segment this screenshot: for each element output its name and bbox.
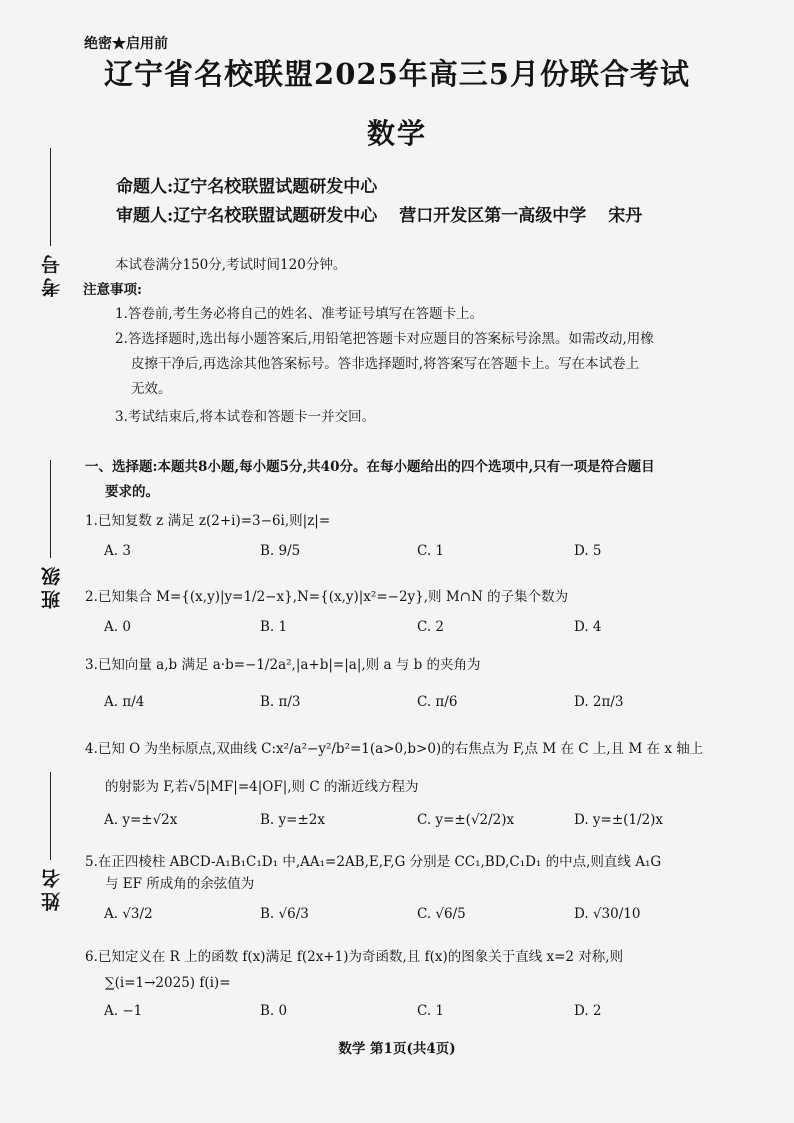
option-b[interactable]: B. √6/3 <box>260 906 309 922</box>
option-b[interactable]: B. 1 <box>260 619 288 635</box>
option-a[interactable]: A. y=±√2x <box>104 812 178 828</box>
subject-title: 数学 <box>366 117 427 150</box>
option-b[interactable]: B. y=±2x <box>260 812 325 828</box>
option-a[interactable]: A. 3 <box>104 543 131 559</box>
option-d[interactable]: D. y=±(1/2)x <box>574 812 664 828</box>
option-d[interactable]: D. 5 <box>574 543 602 559</box>
option-d[interactable]: D. 2π/3 <box>574 694 624 710</box>
exam-number-blank <box>50 148 51 246</box>
question-2-options <box>104 619 764 643</box>
question-6-stem-cont: ∑(i=1→2025) f(i)= <box>105 975 231 991</box>
question-1-stem: 1.已知复数 z 满足 z(2+i)=3−6i,则|z|= <box>85 513 331 529</box>
option-b[interactable]: B. 9/5 <box>260 543 301 559</box>
option-d[interactable]: D. √30/10 <box>574 906 641 922</box>
question-4-stem: 4.已知 O 为坐标原点,双曲线 C:x²/a²−y²/b²=1(a>0,b>0)的右焦点为 F,点 M 在 C 上,且 M 在 x 轴上 <box>85 741 704 757</box>
option-a[interactable]: A. √3/2 <box>104 906 153 922</box>
reviewer-school: 营口开发区第一高级中学 <box>399 206 587 226</box>
question-1-options <box>104 543 764 567</box>
question-5-stem-cont: 与 EF 所成角的余弦值为 <box>105 876 255 892</box>
class-blank <box>50 460 51 558</box>
question-4-stem-cont: 的射影为 F,若√5|MF|=4|OF|,则 C 的渐近线方程为 <box>105 779 419 795</box>
class-field[interactable] <box>26 460 66 610</box>
section-header-line-1: 一、选择题:本题共8小题,每小题5分,共40分。在每小题给出的四个选项中,只有一项是符合题目 <box>85 459 655 475</box>
option-d[interactable]: D. 4 <box>574 619 602 635</box>
exam-number-label: 考号 <box>41 251 63 297</box>
question-6-stem: 6.已知定义在 R 上的函数 f(x)满足 f(2x+1)为奇函数,且 f(x)的图象关于直线 x=2 对称,则 <box>85 949 624 965</box>
author-line-1: 命题人:辽宁名校联盟试题研发中心 <box>116 177 378 197</box>
option-c[interactable]: C. π/6 <box>417 694 458 710</box>
question-2-stem: 2.已知集合 M={(x,y)|y=1/2−x},N={(x,y)|x²=−2y},则 M∩N 的子集个数为 <box>85 589 569 605</box>
notice-item-2 <box>115 327 765 402</box>
option-c[interactable]: C. y=±(√2/2)x <box>417 812 515 828</box>
option-c[interactable]: C. 1 <box>417 543 445 559</box>
option-a[interactable]: A. 0 <box>104 619 131 635</box>
name-blank <box>50 772 51 860</box>
exam-title: 辽宁省名校联盟2025年高三5月份联合考试 <box>104 57 690 91</box>
notice-item-2-line-1: 2.答选择题时,选出每小题答案后,用铅笔把答题卡对应题目的答案标号涂黑。如需改动,用橡 <box>115 331 654 347</box>
question-4-options <box>104 812 764 836</box>
author-line-2 <box>116 201 642 226</box>
exam-number-field[interactable] <box>26 148 66 298</box>
option-d[interactable]: D. 2 <box>574 1003 602 1019</box>
class-label: 班级 <box>41 563 63 609</box>
option-a[interactable]: A. π/4 <box>104 694 145 710</box>
question-3-stem: 3.已知向量 a,b 满足 a·b=−1/2a²,|a+b|=|a|,则 a 与 b 的夹角为 <box>85 657 481 673</box>
option-c[interactable]: C. 1 <box>417 1003 445 1019</box>
page-footer: 数学 第1页(共4页) <box>338 1041 456 1057</box>
notice-title: 注意事项: <box>83 282 142 298</box>
question-5-options <box>104 906 764 930</box>
question-6-options <box>104 1003 764 1027</box>
section-header <box>85 455 775 505</box>
option-a[interactable]: A. −1 <box>104 1003 143 1019</box>
option-b[interactable]: B. 0 <box>260 1003 288 1019</box>
name-label: 姓名 <box>41 865 63 911</box>
reviewer-org: 审题人:辽宁名校联盟试题研发中心 <box>116 206 378 226</box>
section-header-line-2: 要求的。 <box>105 484 159 500</box>
reviewer-name: 宋丹 <box>608 206 643 226</box>
question-3-options <box>104 694 764 718</box>
notice-item-2-line-2: 皮擦干净后,再选涂其他答案标号。答非选择题时,将答案写在答题卡上。写在本试卷上 <box>131 356 640 372</box>
name-field[interactable] <box>26 772 66 922</box>
exam-intro: 本试卷满分150分,考试时间120分钟。 <box>115 257 347 273</box>
notice-item-3: 3.考试结束后,将本试卷和答题卡一并交回。 <box>115 409 376 425</box>
option-b[interactable]: B. π/3 <box>260 694 301 710</box>
notice-item-1: 1.答卷前,考生务必将自己的姓名、准考证号填写在答题卡上。 <box>115 306 484 322</box>
option-c[interactable]: C. 2 <box>417 619 445 635</box>
option-c[interactable]: C. √6/5 <box>417 906 466 922</box>
top-secret-label: 绝密★启用前 <box>84 36 168 52</box>
notice-item-2-line-3: 无效。 <box>131 381 172 397</box>
question-5-stem: 5.在正四棱柱 ABCD-A₁B₁C₁D₁ 中,AA₁=2AB,E,F,G 分别是 CC₁,BD,C₁D₁ 的中点,则直线 A₁G <box>85 854 662 870</box>
